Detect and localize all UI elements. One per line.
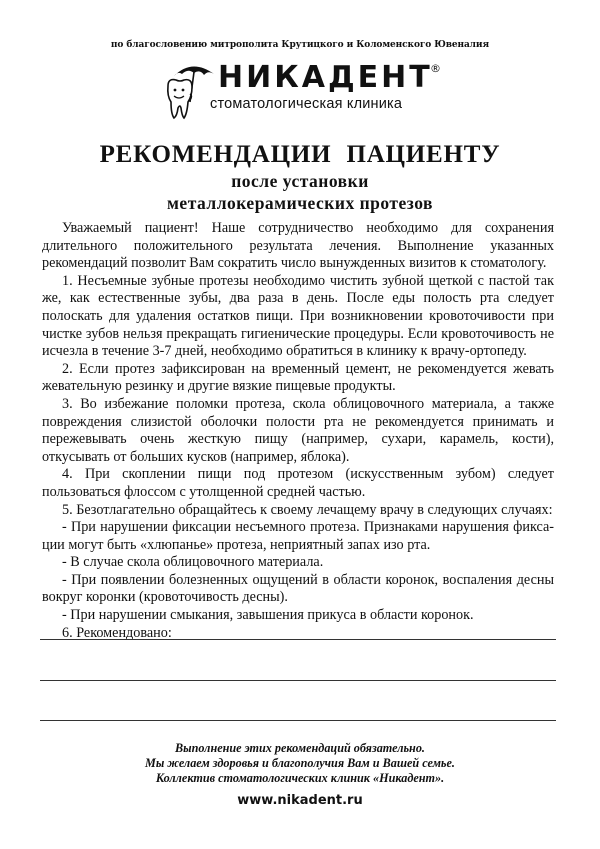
closing-line-2: Мы желаем здоровья и благополучия Вам и Вашей семье. <box>145 756 455 770</box>
closing-note <box>0 741 600 786</box>
writing-line[interactable] <box>40 720 556 721</box>
recommendation-4: 4. При скоплении пищи под протезом (искусственным зубом) следует пользоваться флоссом с утолщенной средней частью. <box>42 466 554 500</box>
case-item: - При появлении болезненных ощущений в области коронок, воспаления десны вокруг коронки (кровоточивость десны). <box>42 571 554 606</box>
brand-name: НИКАДЕНТ <box>218 60 433 95</box>
blessing-line: по благословению митрополита Крутицкого и Коломенского Ювеналия <box>110 40 490 50</box>
tooth-umbrella-icon <box>160 56 220 124</box>
recommendation-6: 6. Рекомендовано: <box>62 624 172 641</box>
writing-line[interactable] <box>40 639 556 640</box>
page-title: РЕКОМЕНДАЦИИ ПАЦИЕНТУ <box>99 141 501 168</box>
recommendation-1: 1. Несъемные зубные протезы необходимо чистить зубной щеткой с пастой так же, как естественные зубы, два раза в день. После еды полость рта следует полоскать для удаления остатков пищи. При возникновении кровоточивости при чистке зубов нельзя прекращать гигиенические процедуры. Если кровоточивость не исчезла в течение 3-7 дней, необходимо обратиться в клинику к врачу-ортопеду. <box>42 272 554 360</box>
recommendations-body <box>42 220 554 642</box>
website-link[interactable]: www.nikadent.ru <box>237 793 363 808</box>
page-subtitle-line-1: после установки <box>231 171 369 191</box>
closing-line-1: Выполнение этих рекомендаций обязательно. <box>175 741 425 755</box>
case-item: - В случае скола облицовочного материала. <box>62 554 324 571</box>
clinic-logo <box>160 56 450 124</box>
writing-line[interactable] <box>40 680 556 681</box>
registered-mark: ® <box>430 62 441 75</box>
case-item: - При нарушении смыкания, завышения прикуса в области коронок. <box>62 607 474 624</box>
page-subtitle-line-2: металлокерамических протезов <box>167 193 433 213</box>
intro-paragraph: Уважаемый пациент! Наше сотрудничество необходимо для сохранения длительного положительного результата лечения. Выполнение указанных рекомендаций позволит Вам сократить число вынужденных визитов к стоматологу. <box>42 220 554 272</box>
recommendation-2: 2. Если протез зафиксирован на временный цемент, не рекомендуется жевать жевательную резинку и другие вязкие пищевые продукты. <box>42 360 554 395</box>
brand-subtitle: стоматологическая клиника <box>210 96 403 112</box>
recommendation-3: 3. Во избежание поломки протеза, скола облицовочного материала, а также повреждения слизистой оболочки полости рта не рекомендуется принимать и пережевывать очень жесткую пищу (например, сухари, карамель, кости), откусывать от больших кусков (например, яблока). <box>42 395 554 465</box>
recommendation-5: 5. Безотлагательно обращайтесь к своему лечащему врачу в следующих случаях: <box>62 501 553 518</box>
closing-line-3: Коллектив стоматологических клиник «Никадент». <box>155 771 445 785</box>
case-item: - При нарушении фиксации несъемного протеза. Признаками нарушения фиксации могут быть «хлюпанье» протеза, неприятный запах изо рта. <box>42 519 554 553</box>
